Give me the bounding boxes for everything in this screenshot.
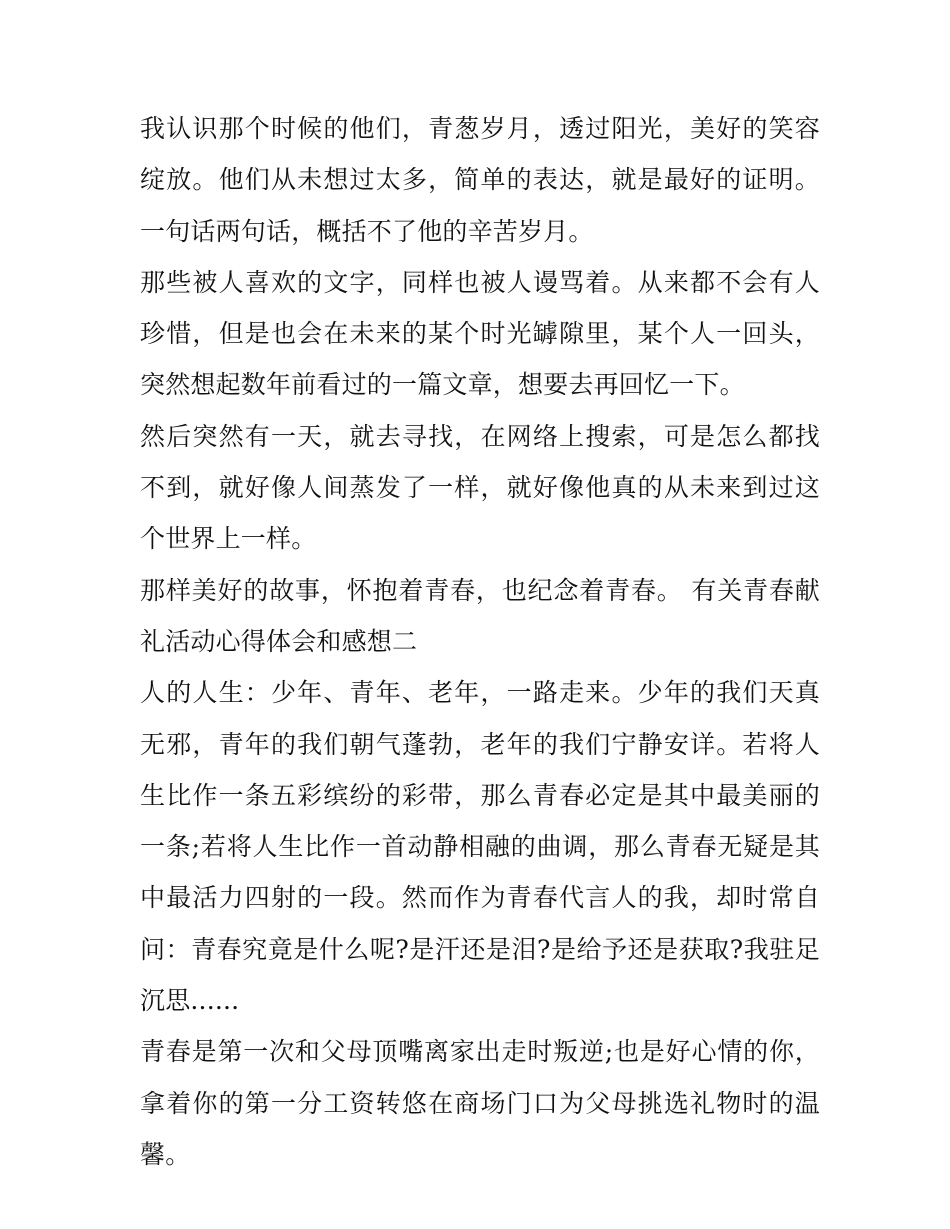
paragraph-2: 那些被人喜欢的文字，同样也被人谩骂着。从来都不会有人珍惜，但是也会在未来的某个时光罅隙里，某个人一回头，突然想起数年前看过的一篇文章，想要去再回忆一下。	[140, 267, 820, 400]
paragraph-3: 然后突然有一天，就去寻找，在网络上搜索，可是怎么都找不到，就好像人间蒸发了一样，就好像他真的从未来到过这个世界上一样。	[140, 421, 820, 554]
document-body	[140, 103, 820, 1180]
paragraph-4: 那样美好的故事，怀抱着青春，也纪念着青春。 有关青春献礼活动心得体会和感想二	[140, 575, 820, 656]
paragraph-6: 青春是第一次和父母顶嘴离家出走时叛逆;也是好心情的你，拿着你的第一分工资转悠在商场门口为父母挑选礼物时的温馨。	[140, 1037, 820, 1169]
paragraph-5: 人的人生：少年、青年、老年，一路走来。少年的我们天真无邪，青年的我们朝气蓬勃，老年的我们宁静安详。若将人生比作一条五彩缤纷的彩带，那么青春必定是其中最美丽的一条;若将人生比作一首动静相融的曲调，那么青春无疑是其中最活力四射的一段。然而作为青春代言人的我，却时常自问：青春究竟是什么呢?是汗还是泪?是给予还是获取?我驻足沉思......	[140, 678, 820, 1016]
paragraph-1: 我认识那个时候的他们，青葱岁月，透过阳光，美好的笑容绽放。他们从未想过太多，简单的表达，就是最好的证明。一句话两句话，概括不了他的辛苦岁月。	[140, 114, 820, 246]
